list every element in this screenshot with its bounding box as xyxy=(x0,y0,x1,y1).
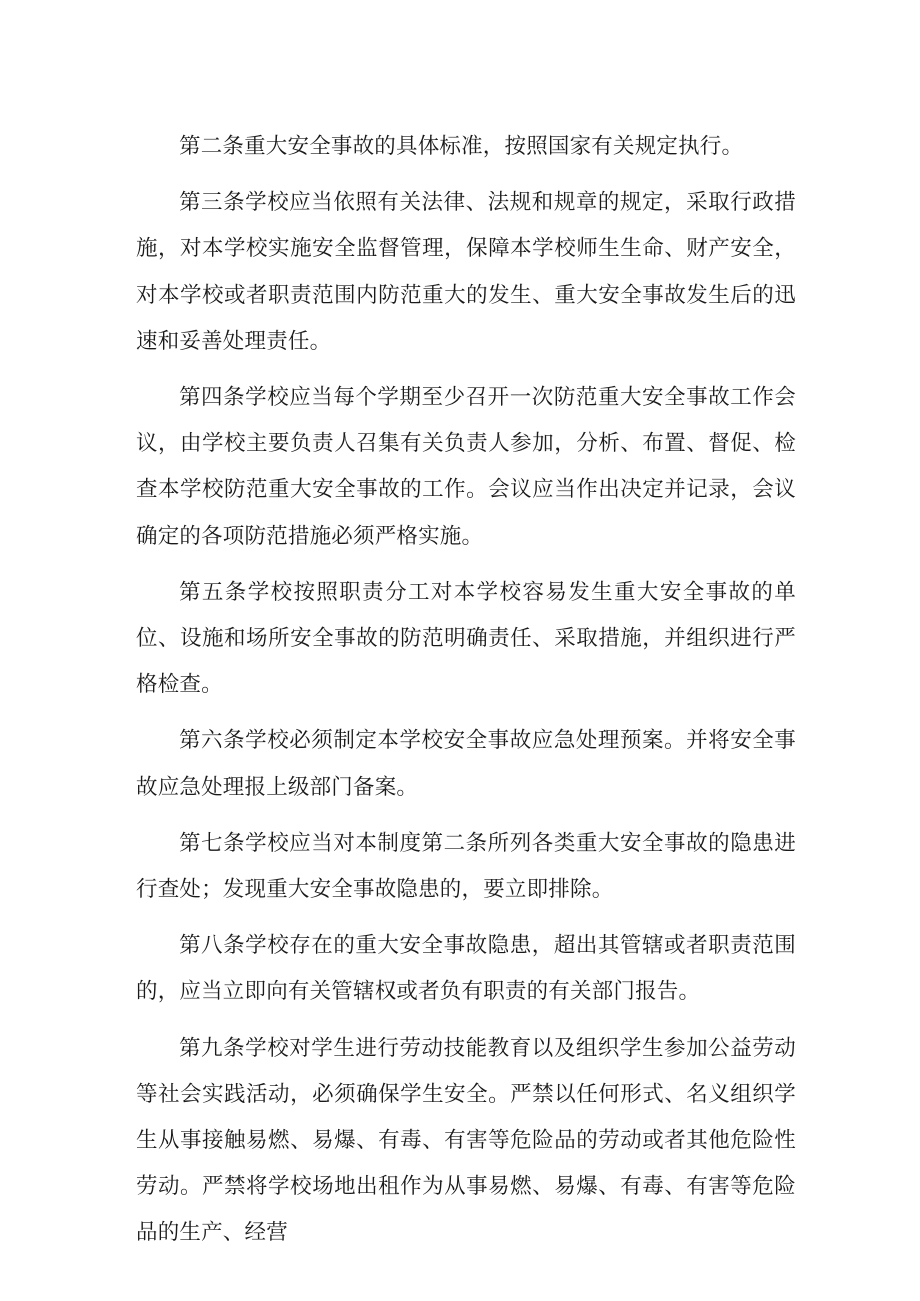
article-8-paragraph: 第八条学校存在的重大安全事故隐患，超出其管辖或者职责范围的，应当立即向有关管辖权或者负有职责的有关部门报告。 xyxy=(136,933,796,1005)
article-9-paragraph: 第九条学校对学生进行劳动技能教育以及组织学生参加公益劳动等社会实践活动，必须确保学生安全。严禁以任何形式、名义组织学生从事接触易燃、易爆、有毒、有害等危险品的劳动或者其他危险性劳动。严禁将学校场地出租作为从事易燃、易爆、有毒、有害等危险品的生产、经营 xyxy=(136,1035,796,1246)
article-3-paragraph: 第三条学校应当依照有关法律、法规和规章的规定，采取行政措施，对本学校实施安全监督管理，保障本学校师生生命、财产安全，对本学校或者职责范围内防范重大的发生、重大安全事故发生后的迅速和妥善处理责任。 xyxy=(136,190,796,354)
article-7-paragraph: 第七条学校应当对本制度第二条所列各类重大安全事故的隐患进行查处；发现重大安全事故隐患的，要立即排除。 xyxy=(136,830,796,903)
document-body xyxy=(136,124,796,1257)
article-5-paragraph: 第五条学校按照职责分工对本学校容易发生重大安全事故的单位、设施和场所安全事故的防范明确责任、采取措施，并组织进行严格检查。 xyxy=(136,579,796,698)
article-2-paragraph: 第二条重大安全事故的具体标准，按照国家有关规定执行。 xyxy=(179,134,744,159)
article-6-paragraph: 第六条学校必须制定本学校安全事故应急处理预案。并将安全事故应急处理报上级部门备案。 xyxy=(136,728,796,800)
article-4-paragraph: 第四条学校应当每个学期至少召开一次防范重大安全事故工作会议，由学校主要负责人召集有关负责人参加，分析、布置、督促、检查本学校防范重大安全事故的工作。会议应当作出决定并记录，会议确定的各项防范措施必须严格实施。 xyxy=(136,385,796,549)
